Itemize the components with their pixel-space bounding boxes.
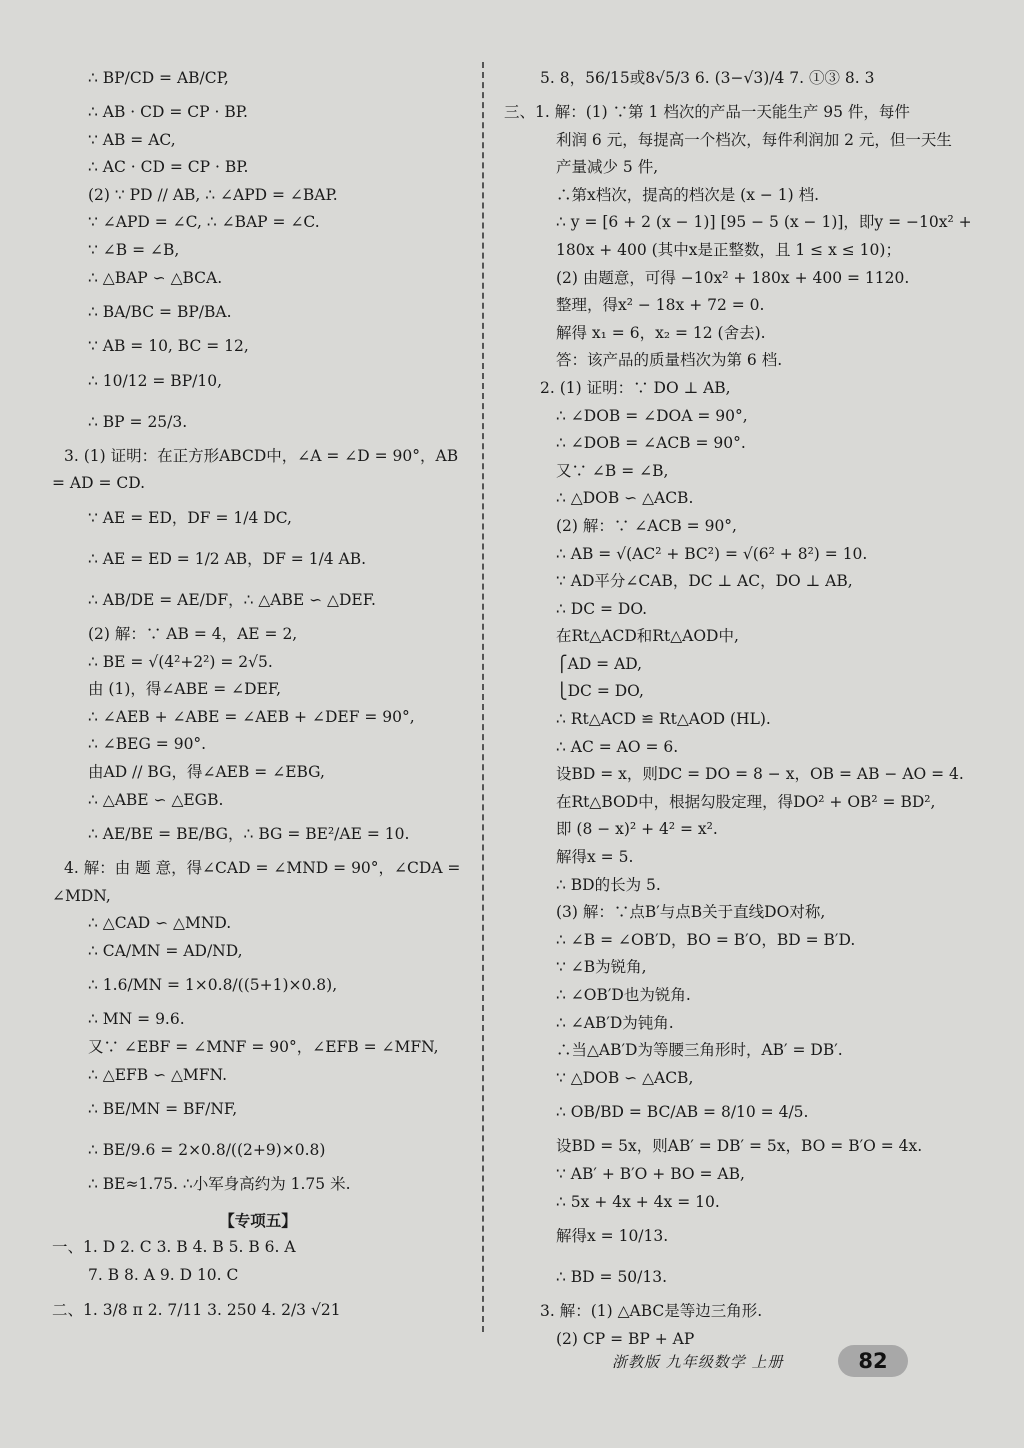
text-line: 5. 8，56/15或8√5/3 6. (3−√3)/4 7. ①③ 8. 3 bbox=[540, 69, 875, 87]
answer-row: 一、1. D 2. C 3. B 4. B 5. B 6. A bbox=[52, 1238, 296, 1257]
text-line: ∵ AB = 10, BC = 12, bbox=[88, 337, 249, 356]
text-line: (2) 解：∵ AB = 4，AE = 2, bbox=[88, 624, 298, 643]
text-line: ∴ 10/12 = BP/10, bbox=[88, 371, 222, 390]
text-line: ∴ AE = ED = 1/2 AB，DF = 1/4 AB. bbox=[88, 549, 367, 568]
text-line: ∴ △BAP ∽ △BCA. bbox=[88, 268, 223, 287]
text-line: 又∵ ∠EBF = ∠MNF = 90°，∠EFB = ∠MFN, bbox=[88, 1038, 439, 1057]
text-line: = AD = CD. bbox=[52, 474, 146, 493]
text-line: ∴当△AB′D为等腰三角形时，AB′ = DB′. bbox=[556, 1041, 843, 1060]
text-line: 3. 解：(1) △ABC是等边三角形. bbox=[540, 1302, 763, 1321]
text-line: ∴ AC · CD = CP · BP. bbox=[88, 158, 249, 177]
edition-label: 浙教版 九年级数学 上册 bbox=[612, 1353, 784, 1371]
text-line: (2) 解：∵ ∠ACB = 90°, bbox=[556, 516, 737, 535]
text-line: ∴ ∠DOB = ∠ACB = 90°. bbox=[556, 434, 746, 453]
text-line: ∴ BE/MN = BF/NF, bbox=[88, 1100, 238, 1119]
text-line: ∴ BP/CD = AB/CP, bbox=[88, 69, 229, 87]
text-line: 产量减少 5 件, bbox=[556, 158, 659, 177]
right-column bbox=[504, 58, 972, 1353]
text-line: ∵ AB = AC, bbox=[88, 130, 176, 149]
text-line: 整理，得x² − 18x + 72 = 0. bbox=[556, 296, 765, 315]
text-line: 2. (1) 证明：∵ DO ⊥ AB, bbox=[540, 378, 731, 397]
text-line: (2) ∵ PD // AB, ∴ ∠APD = ∠BAP. bbox=[88, 185, 338, 204]
text-line: ∴ BA/BC = BP/BA. bbox=[88, 303, 232, 322]
text-line: ∴ AB · CD = CP · BP. bbox=[88, 103, 248, 121]
text-line: ∴ Rt△ACD ≌ Rt△AOD (HL). bbox=[556, 710, 771, 729]
column-divider bbox=[482, 62, 484, 1332]
text-line: 又∵ ∠B = ∠B, bbox=[556, 461, 669, 480]
text-line: ∴ BE/9.6 = 2×0.8/((2+9)×0.8) bbox=[88, 1141, 326, 1160]
text-line: 由AD // BG，得∠AEB = ∠EBG, bbox=[88, 762, 325, 781]
text-line: ∴ ∠BEG = 90°. bbox=[88, 735, 207, 754]
text-line: ∴ △CAD ∽ △MND. bbox=[88, 914, 232, 933]
text-line: 即 (8 − x)² + 4² = x². bbox=[556, 820, 718, 839]
text-line: 由 (1)，得∠ABE = ∠DEF, bbox=[88, 680, 282, 699]
answer-row: 二、1. 3/8 π 2. 7/11 3. 250 4. 2/3 √21 bbox=[52, 1300, 341, 1319]
text-line: ∴ AC = AO = 6. bbox=[556, 737, 679, 756]
text-line: ∴ △ABE ∽ △EGB. bbox=[88, 790, 224, 809]
text-line: ∴ MN = 9.6. bbox=[88, 1010, 185, 1029]
text-line: ∴ AB/DE = AE/DF，∴ △ABE ∽ △DEF. bbox=[88, 590, 376, 609]
text-line: ∴ DC = DO. bbox=[556, 599, 648, 618]
text-line: ∴ ∠B = ∠OB′D，BO = B′O，BD = B′D. bbox=[556, 930, 856, 949]
text-line: ∵ △DOB ∽ △ACB, bbox=[556, 1068, 694, 1087]
text-line: ∵ ∠APD = ∠C, ∴ ∠BAP = ∠C. bbox=[88, 213, 320, 232]
text-line: 解得x = 5. bbox=[556, 848, 634, 867]
text-line: 设BD = x，则DC = DO = 8 − x，OB = AB − AO = 4. bbox=[556, 765, 964, 784]
text-line: ∵ ∠B为锐角, bbox=[556, 958, 647, 977]
text-line: ⎩DC = DO, bbox=[556, 682, 644, 701]
text-line: ∴ AE/BE = BE/BG，∴ BG = BE²/AE = 10. bbox=[88, 825, 410, 844]
text-line: 解得x = 10/13. bbox=[556, 1227, 669, 1246]
text-line: ⎧AD = AD, bbox=[556, 654, 643, 673]
text-line: ∵ ∠B = ∠B, bbox=[88, 240, 180, 259]
text-line: (3) 解：∵点B′与点B关于直线DO对称, bbox=[556, 903, 826, 922]
text-line: ∴ △DOB ∽ △ACB. bbox=[556, 489, 694, 508]
text-line: ∴ ∠OB′D也为锐角. bbox=[556, 986, 691, 1004]
text-line: 三、1. 解：(1) ∵第 1 档次的产品一天能生产 95 件，每件 bbox=[504, 103, 910, 121]
page-number-badge: 82 bbox=[838, 1345, 908, 1377]
text-line: ∵ AB′ + B′O + BO = AB, bbox=[556, 1164, 745, 1183]
text-line: 180x + 400 (其中x是正整数，且 1 ≤ x ≤ 10)； bbox=[556, 240, 901, 259]
text-line: ∴ ∠AB′D为钝角. bbox=[556, 1013, 674, 1032]
text-line: 在Rt△BOD中，根据勾股定理，得DO² + OB² = BD², bbox=[556, 792, 936, 811]
text-line: ∴ AB = √(AC² + BC²) = √(6² + 8²) = 10. bbox=[556, 544, 868, 563]
text-line: ∴ 5x + 4x + 4x = 10. bbox=[556, 1192, 720, 1211]
text-line: ∴ 1.6/MN = 1×0.8/((5+1)×0.8), bbox=[88, 976, 338, 995]
text-line: 在Rt△ACD和Rt△AOD中, bbox=[556, 627, 739, 646]
text-line: ∴ BD的长为 5. bbox=[556, 875, 661, 894]
text-line: ∴ OB/BD = BC/AB = 8/10 = 4/5. bbox=[556, 1103, 809, 1122]
text-line: ∴ BD = 50/13. bbox=[556, 1268, 668, 1287]
text-line: 3. (1) 证明：在正方形ABCD中，∠A = ∠D = 90°，AB bbox=[64, 446, 459, 465]
text-line: ∵ AD平分∠CAB，DC ⊥ AC，DO ⊥ AB, bbox=[556, 572, 853, 591]
text-line: ∴第x档次，提高的档次是 (x − 1) 档. bbox=[556, 185, 820, 204]
text-line: ∴ y = [6 + 2 (x − 1)] [95 − 5 (x − 1)]，即y = −10x² + bbox=[556, 213, 972, 232]
text-line: 4. 解：由 题 意，得∠CAD = ∠MND = 90°，∠CDA = bbox=[64, 859, 461, 878]
text-line: ∴ CA/MN = AD/ND, bbox=[88, 941, 243, 960]
page-footer bbox=[612, 1345, 912, 1379]
text-line: ∴ △EFB ∽ △MFN. bbox=[88, 1065, 228, 1084]
left-column bbox=[52, 58, 464, 1331]
text-line: ∵ AE = ED，DF = 1/4 DC, bbox=[88, 508, 292, 527]
text-line: ∴ ∠DOB = ∠DOA = 90°, bbox=[556, 406, 748, 425]
text-line: (2) CP = BP + AP bbox=[556, 1329, 695, 1348]
section-heading: 【专项五】 bbox=[219, 1210, 297, 1230]
answer-row: 7. B 8. A 9. D 10. C bbox=[88, 1266, 239, 1285]
text-line: ∠MDN, bbox=[52, 886, 111, 905]
text-line: 答：该产品的质量档次为第 6 档. bbox=[556, 351, 783, 370]
text-line: (2) 由题意，可得 −10x² + 180x + 400 = 1120. bbox=[556, 268, 910, 287]
text-line: ∴ BP = 25/3. bbox=[88, 412, 188, 431]
text-line: 利润 6 元，每提高一个档次，每件利润加 2 元，但一天生 bbox=[556, 130, 952, 149]
text-line: ∴ ∠AEB + ∠ABE = ∠AEB + ∠DEF = 90°, bbox=[88, 707, 415, 726]
text-line: ∴ BE≈1.75. ∴小军身高约为 1.75 米. bbox=[88, 1175, 351, 1194]
text-line: 解得 x₁ = 6，x₂ = 12 (舍去). bbox=[556, 323, 766, 342]
text-line: 设BD = 5x，则AB′ = DB′ = 5x，BO = B′O = 4x. bbox=[556, 1137, 923, 1156]
text-line: ∴ BE = √(4²+2²) = 2√5. bbox=[88, 652, 273, 671]
